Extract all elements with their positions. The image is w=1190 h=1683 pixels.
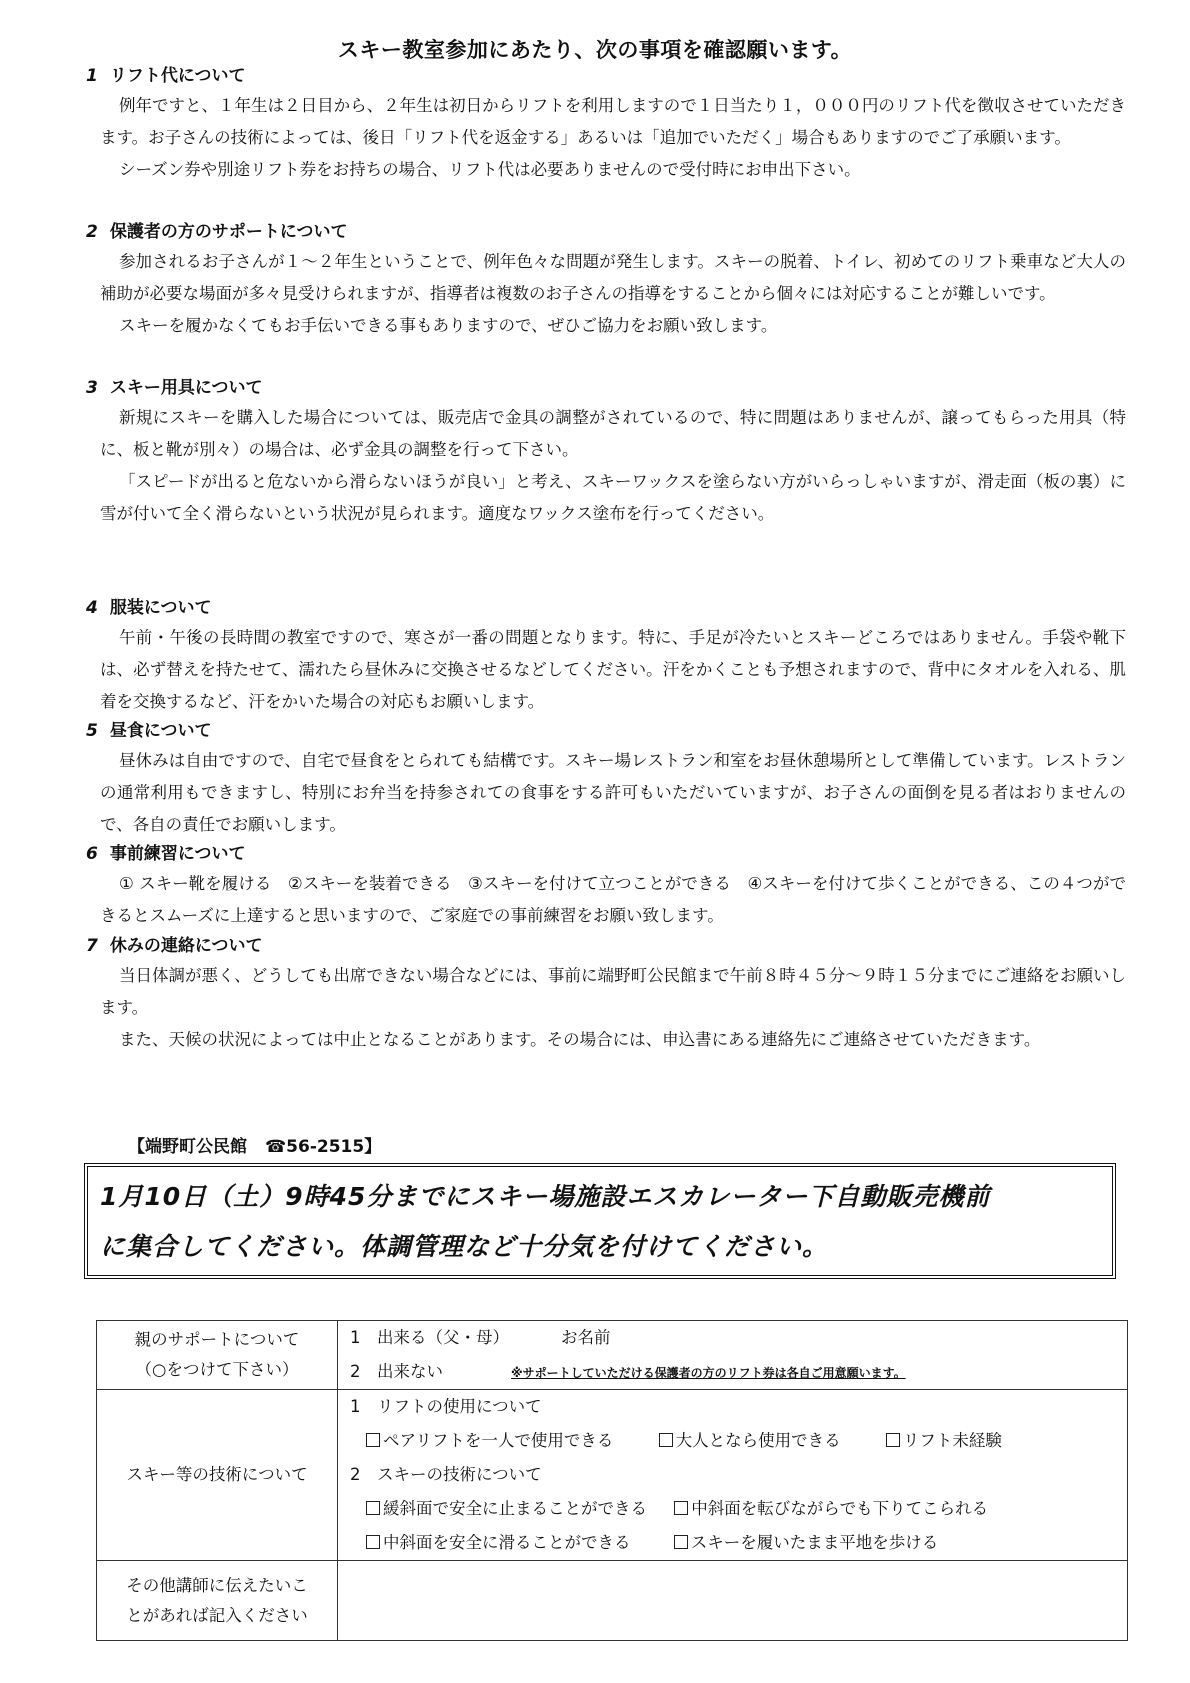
other-comments-field[interactable] xyxy=(338,1561,1128,1641)
section-heading: 2 保護者の方のサポートについて xyxy=(86,222,348,242)
section-heading: 7 休みの連絡について xyxy=(86,936,263,956)
paragraph: ① スキー靴を履ける ②スキーを装着できる ③スキーを付けて立つことができる ④スキーを付けて歩くことができる、この４つができるとスムーズに上達すると思いますので、ご家庭での事前練習をお願い致します。 xyxy=(100,874,1126,925)
section-lift-fee xyxy=(86,62,1126,186)
lift-option-none[interactable]: リフト未経験 xyxy=(902,1431,1002,1450)
contact-name: 【端野町公民館 xyxy=(128,1137,247,1157)
contact-phone: ☎56-2515】 xyxy=(265,1137,382,1157)
paragraph: 例年ですと、１年生は２日目から、２年生は初日からリフトを利用しますので１日当たり１，０００円のリフト代を徴収させていただきます。お子さんの技術によっては、後日「リフト代を返金する」あるいは「追加でいただく」場合もありますのでご了承願います。 xyxy=(100,96,1126,147)
checkbox[interactable] xyxy=(674,1501,688,1515)
application-form-table xyxy=(96,1320,1128,1641)
lift-option-with-adult[interactable]: 大人となら使用できる xyxy=(675,1431,841,1450)
section-heading: 4 服装について xyxy=(86,598,212,618)
skill-label: スキー等の技術について xyxy=(97,1390,338,1561)
support-option-can[interactable]: 1 出来る（父・母） xyxy=(350,1328,509,1347)
paragraph: 参加されるお子さんが１～２年生ということで、例年色々な問題が発生します。スキーの脱着、トイレ、初めてのリフト乗車など大人の補助が必要な場面が多々見受けられますが、指導者は複数のお子さんの指導をすることから個々には対応することが難しいです。 xyxy=(100,252,1126,303)
ski-option-safe-medium[interactable]: 中斜面を安全に滑ることができる xyxy=(383,1533,631,1552)
checkbox[interactable] xyxy=(366,1501,380,1515)
section-heading: 3 スキー用具について xyxy=(86,378,263,398)
contact-info xyxy=(128,1132,381,1157)
ski-skill-heading: 2 スキーの技術について xyxy=(350,1465,542,1484)
support-option-cannot[interactable]: 2 出来ない xyxy=(350,1362,443,1381)
paragraph: また、天候の状況によっては中止となることがあります。その場合には、申込書にある連絡先にご連絡させていただきます。 xyxy=(118,1030,1041,1049)
ski-option-stop-gentle[interactable]: 緩斜面で安全に止まることができる xyxy=(383,1499,647,1518)
lift-ticket-note: ※サポートしていただける保護者の方のリフト券は各自ご用意願います。 xyxy=(511,1366,906,1380)
section-lunch xyxy=(86,717,1126,841)
ski-option-walk-flat[interactable]: スキーを履いたまま平地を歩ける xyxy=(690,1533,939,1552)
other-label: その他講師に伝えたいこ とがあれば記入ください xyxy=(97,1561,338,1641)
form-row-skill xyxy=(97,1390,1128,1561)
checkbox[interactable] xyxy=(366,1433,380,1447)
form-row-other xyxy=(97,1561,1128,1641)
checkbox[interactable] xyxy=(886,1433,900,1447)
paragraph: 新規にスキーを購入した場合については、販売店で金具の調整がされているので、特に問題はありませんが、譲ってもらった用具（特に、板と靴が別々）の場合は、必ず金具の調整を行って下さい。 xyxy=(100,408,1126,459)
section-heading: 6 事前練習について xyxy=(86,844,246,864)
paragraph: 当日体調が悪く、どうしても出席できない場合などには、事前に端野町公民館まで午前８時４５分～９時１５分までにご連絡をお願いします。 xyxy=(100,966,1126,1017)
lift-option-alone[interactable]: ペアリフトを一人で使用できる xyxy=(383,1431,614,1450)
paragraph: 「スピードが出ると危ないから滑らないほうが良い」と考え、スキーワックスを塗らない方がいらっしゃいますが、滑走面（板の裏）に雪が付いて全く滑らないという状況が見られます。適度なワックス塗布を行ってください。 xyxy=(100,472,1126,523)
paragraph: シーズン券や別途リフト券をお持ちの場合、リフト代は必要ありませんので受付時にお申出下さい。 xyxy=(118,160,861,179)
lift-usage-heading: 1 リフトの使用について xyxy=(350,1397,542,1416)
name-field-label: お名前 xyxy=(561,1328,611,1347)
notice-line-1: 1月10日（土）9時45分までにスキー場施設エスカレーター下自動販売機前 xyxy=(100,1182,991,1211)
support-options[interactable] xyxy=(338,1321,1128,1390)
page-title: スキー教室参加にあたり、次の事項を確認願います。 xyxy=(337,38,853,62)
checkbox[interactable] xyxy=(674,1535,688,1549)
section-clothing xyxy=(86,594,1126,718)
section-parent-support xyxy=(86,218,1126,342)
section-practice xyxy=(86,840,1126,932)
section-heading: 1 リフト代について xyxy=(86,66,246,86)
skill-options xyxy=(338,1390,1128,1561)
meeting-notice-box xyxy=(84,1163,1116,1279)
paragraph: 午前・午後の長時間の教室ですので、寒さが一番の問題となります。特に、手足が冷たいとスキーどころではありません。手袋や靴下は、必ず替えを持たせて、濡れたら昼休みに交換させるなどしてください。汗をかくことも予想されますので、背中にタオルを入れる、肌着を交換するなど、汗をかいた場合の対応もお願いします。 xyxy=(100,628,1126,711)
notice-line-2: に集合してください。体調管理など十分気を付けてください。 xyxy=(100,1232,829,1261)
checkbox[interactable] xyxy=(659,1433,673,1447)
section-absence xyxy=(86,932,1126,1056)
paragraph: 昼休みは自由ですので、自宅で昼食をとられても結構です。スキー場レストラン和室をお昼休憩場所として準備しています。レストランの通常利用もできますし、特別にお弁当を持参されての食事をする許可もいただいていますが、お子さんの面倒を見る者はおりませんので、各自の責任でお願いします。 xyxy=(100,751,1127,834)
section-ski-equipment xyxy=(86,374,1126,530)
section-heading: 5 昼食について xyxy=(86,721,212,741)
support-label: 親のサポートについて （○をつけて下さい） xyxy=(97,1321,338,1390)
checkbox[interactable] xyxy=(366,1535,380,1549)
form-row-support xyxy=(97,1321,1128,1390)
paragraph: スキーを履かなくてもお手伝いできる事もありますので、ぜひご協力をお願い致します。 xyxy=(118,316,778,335)
ski-option-descend-medium[interactable]: 中斜面を転びながらでも下りてこられる xyxy=(691,1499,989,1518)
